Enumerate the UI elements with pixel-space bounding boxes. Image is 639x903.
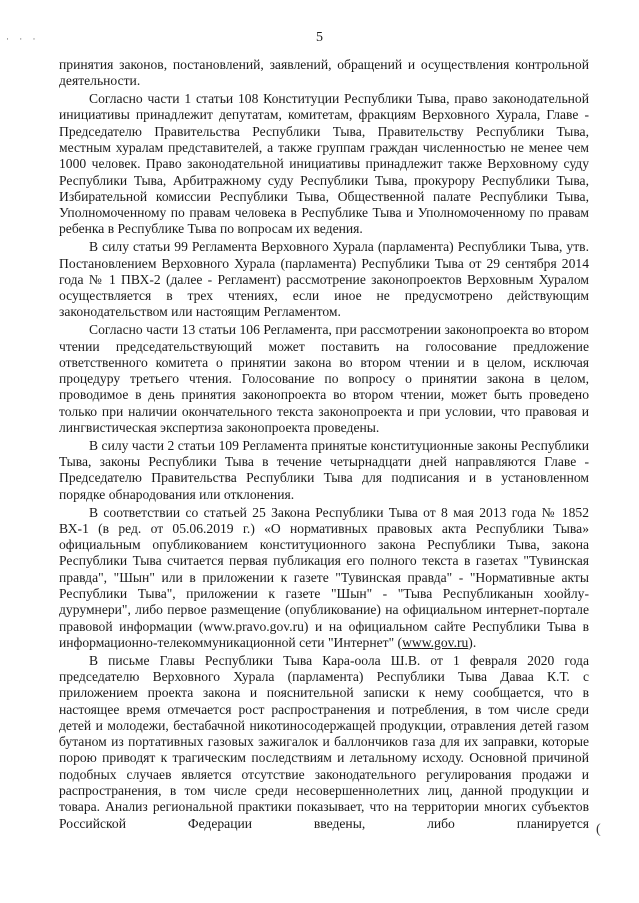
site-link[interactable]: www.gov.ru xyxy=(402,634,469,650)
paragraph: В силу части 2 статьи 109 Регламента принятые конституционные законы Республики Тыва, законы Республики Тыва в течение четырнадцати дней направляются Главе - Председателю Правительства Республики Тыва для подписания и в установленном порядке обнародования или отклонения. xyxy=(59,437,589,502)
pen-mark: ( xyxy=(596,822,601,837)
document-body xyxy=(59,57,589,833)
paragraph: В письме Главы Республики Тыва Кара-оола Ш.В. от 1 февраля 2020 года председателю Верховного Хурала (парламента) Республики Тыва Даваа К.Т. с приложением проекта закона и пояснительной записки к нему сообщается, что в настоящее время отмечается рост распространения и потребления, в том числе среди детей и молодежи, бестабачной никотиносодержащей продукции, отравления детей газом бутаном из портативных газовых зажигалок и баллончиков газа для их заправки, которые порою приводят к трагическим последствиям и летальному исходу. Основной причиной подобных случаев является отсутствие законодательного регулирования продажи и распространения, в том числе среди несовершеннолетних лиц, данной продукции и товара. Анализ региональной практики показывает, что на территории многих субъектов Российской Федерации введены, либо планируется xyxy=(59,652,589,831)
page-number: 5 xyxy=(316,30,323,45)
paragraph-with-link xyxy=(59,505,589,652)
paragraph-tail: ). xyxy=(468,634,477,650)
paragraph: принятия законов, постановлений, заявлений, обращений и осуществления контрольной деятельности. xyxy=(59,57,589,89)
paragraph: В силу статьи 99 Регламента Верховного Хурала (парламента) Республики Тыва, утв. Постановлением Верховного Хурала (парламента) Республики Тыва от 29 сентября 2014 года № 1 ПВХ-2 (далее - Регламент) рассмотрение законопроектов Верховным Хуралом осуществляется в трех чтениях, если иное не предусмотрено действующим законодательством или настоящим Регламентом. xyxy=(59,239,589,320)
paragraph: Согласно части 13 статьи 106 Регламента, при рассмотрении законопроекта во втором чтении председательствующий может поставить на голосование предложение ответственного комитета о принятии закона во втором чтении и в целом, исключая процедуру третьего чтения. Голосование по вопросу о принятии закона в целом, проводимое в день принятия законопроекта во втором чтении, может быть проведено только при наличии окончательного текста законопроекта и при условии, что правовая и лингвистическая экспертиза законопроекта проведены. xyxy=(59,322,589,436)
paragraph: Согласно части 1 статьи 108 Конституции Республики Тыва, право законодательной инициативы принадлежит депутатам, комитетам, фракциям Верховного Хурала, Главе - Председателю Правительства Республики Тыва, Правительству Республики Тыва, местным хуралам представителей, а также группам граждан численностью не менее чем 1000 человек. Право законодательной инициативы принадлежит также Верховному суду Республики Тыва, Арбитражному суду Республики Тыва, прокурору Республики Тыва, Избирательной комиссии Республики Тыва, Общественной палате Республики Тыва, Уполномоченному по правам человека в Республике Тыва и Уполномоченному по правам ребенка в Республике Тыва по вопросам их ведения. xyxy=(59,91,589,237)
paragraph-text: В соответствии со статьей 25 Закона Республики Тыва от 8 мая 2013 года № 1852 ВХ-1 (в ред. от 05.06.2019 г.) «О нормативных правовых акта Республики Тыва» официальным опубликованием конституционного закона Республики Тыва, закона Республики Тыва считается первая публикация его полного текста в газетах "Тувинская правда", "Шын" или в приложении к газете "Тувинская правда" - "Нормативные акты Республики Тыва", приложении к газете "Шын" - "Тыва Республиканын хоойлу-дурумнери", либо первое размещение (опубликование) на официальном интернет-портале правовой информации (www.pravo.gov.ru) и на официальном сайте Республики Тыва в информационно-телекоммуникационной сети "Интернет" ( xyxy=(59,504,589,650)
scan-artifact: · · · xyxy=(6,34,40,44)
